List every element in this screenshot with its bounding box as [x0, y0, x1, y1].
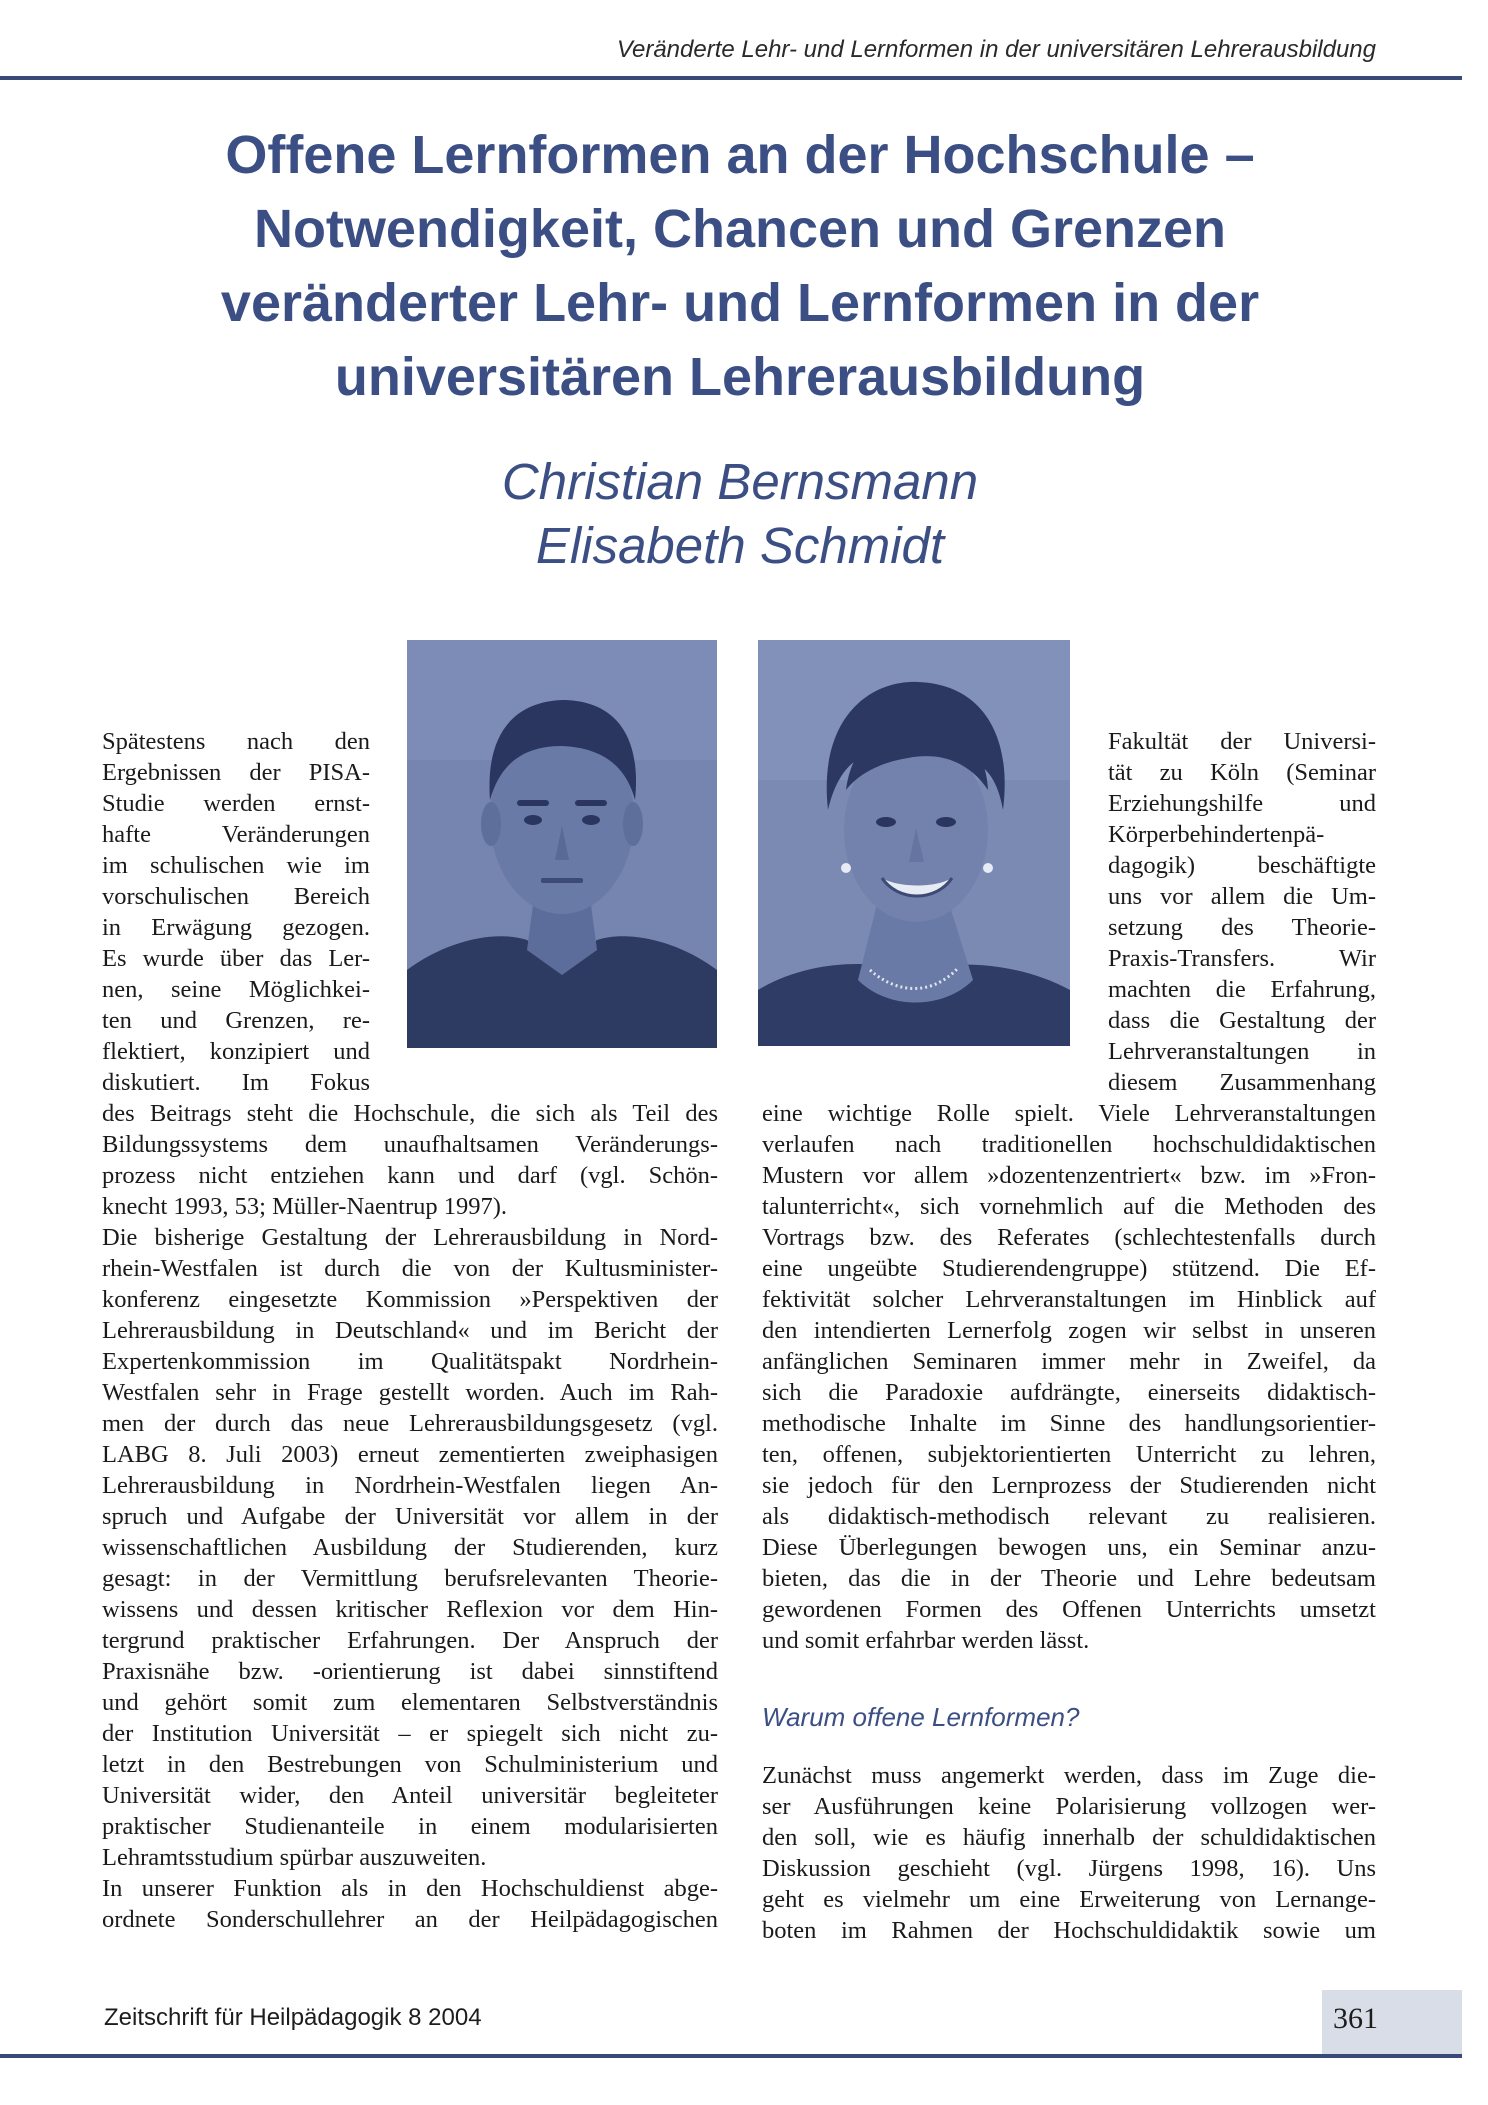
left-column-narrow — [102, 726, 370, 1098]
text-line: Körperbehindertenpä- — [1108, 821, 1325, 848]
text-line: dass die Gestaltung der — [1108, 1007, 1376, 1034]
text-line: Erziehungshilfe und — [1108, 790, 1376, 817]
text-line: diesem Zusammenhang — [1108, 1069, 1376, 1096]
text-line: diskutiert. Im Fokus — [102, 1069, 370, 1096]
text-line: geht es vielmehr um eine Erweiterung von Lernange- — [762, 1886, 1376, 1913]
footer-journal: Zeitschrift für Heilpädagogik 8 2004 — [104, 2004, 482, 2031]
text-line: verlaufen nach traditionellen hochschuldidaktischen — [762, 1131, 1376, 1158]
text-line: Mustern vor allem »dozentenzentriert« bzw. im »Fron- — [762, 1162, 1376, 1189]
text-line: LABG 8. Juli 2003) erneut zementierten zweiphasigen — [102, 1441, 718, 1468]
text-line: ordnete Sonderschullehrer an der Heilpädagogischen — [102, 1906, 718, 1933]
text-line: sich die Paradoxie aufdrängte, einerseits didaktisch- — [762, 1379, 1376, 1406]
text-line: konferenz eingesetzte Kommission »Perspektiven der — [102, 1286, 718, 1313]
text-line: der Institution Universität – er spiegelt sich nicht zu- — [102, 1720, 718, 1747]
text-line: uns vor allem die Um- — [1108, 883, 1376, 910]
text-line: bieten, das die in der Theorie und Lehre bedeutsam — [762, 1565, 1376, 1592]
man-portrait-image — [407, 640, 717, 1048]
text-line: Universität wider, den Anteil universitär begleiteter — [102, 1782, 718, 1809]
text-line: Es wurde über das Ler- — [102, 945, 370, 972]
text-line: In unserer Funktion als in den Hochschuldienst abge- — [102, 1875, 718, 1902]
text-line: talunterricht«, sich vornehmlich auf die Methoden des — [762, 1193, 1376, 1220]
title-line: universitären Lehrerausbildung — [334, 347, 1146, 407]
author-name: Christian Bernsmann — [501, 453, 979, 510]
title-line: Notwendigkeit, Chancen und Grenzen — [253, 199, 1227, 259]
text-line: Lehrveranstaltungen in — [1108, 1038, 1376, 1065]
text-line: fektivität solcher Lehrveranstaltungen im Hinblick auf — [762, 1286, 1376, 1313]
authors — [240, 450, 1240, 578]
text-line: sie jedoch für den Lernprozess der Studierenden nicht — [762, 1472, 1376, 1499]
footer-rule — [0, 2054, 1462, 2058]
left-column-wide — [102, 1098, 718, 1935]
text-line: und gehört somit zum elementaren Selbstverständnis — [102, 1689, 718, 1716]
text-line: men der durch das neue Lehrerausbildungsgesetz (vgl. — [102, 1410, 718, 1437]
text-line: wissenschaftlichen Ausbildung der Studierenden, kurz — [102, 1534, 718, 1561]
text-line: Bildungssystems dem unaufhaltsamen Veränderungs- — [102, 1131, 718, 1158]
text-line: Westfalen sehr in Frage gestellt worden. Auch im Rah- — [102, 1379, 718, 1406]
text-line: gewordenen Formen des Offenen Unterrichts umsetzt — [762, 1596, 1376, 1623]
right-column-wide — [762, 1098, 1376, 1656]
text-line: vorschulischen Bereich — [102, 883, 370, 910]
text-line: Praxis-Transfers. Wir — [1108, 945, 1376, 972]
right-column-section — [762, 1760, 1376, 1946]
author-photo-schmidt — [758, 640, 1070, 1046]
text-line: gesagt: in der Vermittlung berufsrelevanten Theorie- — [102, 1565, 718, 1592]
text-line: prozess nicht entziehen kann und darf (vgl. Schön- — [102, 1162, 718, 1189]
text-line: Praxisnähe bzw. -orientierung ist dabei sinnstiftend — [102, 1658, 718, 1685]
text-line: dagogik) beschäftigte — [1108, 852, 1376, 879]
text-line: spruch und Aufgabe der Universität vor allem in der — [102, 1503, 718, 1530]
text-line: Lehrerausbildung in Nordrhein-Westfalen liegen An- — [102, 1472, 718, 1499]
text-line: nen, seine Möglichkei- — [102, 976, 370, 1003]
text-line: Lehramtsstudium spürbar auszuweiten. — [102, 1844, 487, 1871]
text-line: Die bisherige Gestaltung der Lehrerausbildung in Nord- — [102, 1224, 718, 1251]
text-line: Fakultät der Universi- — [1108, 728, 1376, 755]
title-line: Offene Lernformen an der Hochschule – — [225, 125, 1255, 185]
text-line: wissens und dessen kritischer Reflexion vor dem Hin- — [102, 1596, 718, 1623]
page-number: 361 — [1333, 2002, 1378, 2035]
text-line: ser Ausführungen keine Polarisierung vollzogen wer- — [762, 1793, 1376, 1820]
text-line: ten und Grenzen, re- — [102, 1007, 370, 1034]
text-line: hafte Veränderungen — [102, 821, 370, 848]
section-heading: Warum offene Lernformen? — [762, 1702, 1080, 1732]
text-line: Diskussion geschieht (vgl. Jürgens 1998, 16). Uns — [762, 1855, 1376, 1882]
text-line: in Erwägung gezogen. — [102, 914, 370, 941]
article-title — [100, 118, 1380, 414]
text-line: anfänglichen Seminaren immer mehr in Zweifel, da — [762, 1348, 1376, 1375]
text-line: den intendierten Lernerfolg zogen wir selbst in unseren — [762, 1317, 1376, 1344]
text-line: Studie werden ernst- — [102, 790, 370, 817]
text-line: methodische Inhalte im Sinne des handlungsorientier- — [762, 1410, 1376, 1437]
text-line: tergrund praktischer Erfahrungen. Der Anspruch der — [102, 1627, 718, 1654]
text-line: eine ungeübte Studierendengruppe) stützend. Die Ef- — [762, 1255, 1376, 1282]
text-line: eine wichtige Rolle spielt. Viele Lehrveranstaltungen — [762, 1100, 1376, 1127]
text-line: ten, offenen, subjektorientierten Unterricht zu lehren, — [762, 1441, 1376, 1468]
text-line: Expertenkommission im Qualitätspakt Nordrhein- — [102, 1348, 718, 1375]
author-photo-bernsmann — [407, 640, 717, 1048]
text-line: boten im Rahmen der Hochschuldidaktik sowie um — [762, 1917, 1376, 1944]
text-line: Lehrerausbildung in Deutschland« und im Bericht der — [102, 1317, 718, 1344]
text-line: Zunächst muss angemerkt werden, dass im Zuge die- — [762, 1762, 1376, 1789]
text-line: den soll, wie es häufig innerhalb der schuldidaktischen — [762, 1824, 1376, 1851]
author-name: Elisabeth Schmidt — [535, 517, 945, 574]
right-column-narrow — [1108, 726, 1376, 1098]
text-line: knecht 1993, 53; Müller-Naentrup 1997). — [102, 1193, 508, 1220]
text-line: rhein-Westfalen ist durch die von der Kultusminister- — [102, 1255, 718, 1282]
text-line: machten die Erfahrung, — [1108, 976, 1376, 1003]
title-line: veränderter Lehr- und Lernformen in der — [220, 273, 1260, 333]
text-line: tät zu Köln (Seminar — [1108, 759, 1376, 786]
text-line: des Beitrags steht die Hochschule, die sich als Teil des — [102, 1100, 718, 1127]
text-line: Spätestens nach den — [102, 728, 370, 755]
text-line: Vortrags bzw. des Referates (schlechtestenfalls durch — [762, 1224, 1376, 1251]
text-line: setzung des Theorie- — [1108, 914, 1376, 941]
text-line: praktischer Studienanteile in einem modularisierten — [102, 1813, 718, 1840]
text-line: und somit erfahrbar werden lässt. — [762, 1627, 1090, 1654]
text-line: flektiert, konzipiert und — [102, 1038, 370, 1065]
header-rule — [0, 76, 1462, 80]
running-head: Veränderte Lehr- und Lernformen in der universitären Lehrerausbildung — [616, 36, 1376, 63]
woman-portrait-image — [758, 640, 1070, 1046]
text-line: Ergebnissen der PISA- — [102, 759, 370, 786]
text-line: im schulischen wie im — [102, 852, 370, 879]
text-line: als didaktisch-methodisch relevant zu realisieren. — [762, 1503, 1376, 1530]
text-line: letzt in den Bestrebungen von Schulministerium und — [102, 1751, 718, 1778]
text-line: Diese Überlegungen bewogen uns, ein Seminar anzu- — [762, 1534, 1376, 1561]
